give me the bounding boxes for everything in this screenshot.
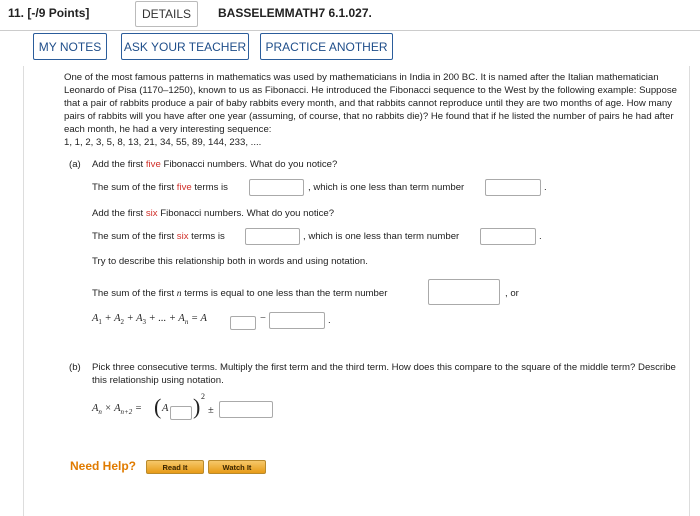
product-formula: $A_n \times A_{n+2}$ =: [92, 403, 142, 417]
left-paren: (: [154, 394, 162, 419]
general-term-number-input[interactable]: [428, 279, 500, 305]
sum-six-statement: The sum of the first six terms is: [92, 231, 225, 242]
problem-intro-text: One of the most famous patterns in mathematics was used by mathematicians in India in 200 BC. It is named after the Italian mathematician Leonardo of Pisa (1170–1250), known to us as Fibonacci. He introduced the Fibonacci sequence to the West by the following example: Suppose that a pair of rabbits produce a pair of baby rabbits every month, and that rabbits cannot reproduce until they are two months of age. How many pairs of rabbits will you have after one year (assuming, of course, that no rabbits die)? He found that if he listed the number of pairs he had after each month, he had a very interesting sequence:: [64, 72, 677, 135]
my-notes-button[interactable]: MY NOTES: [33, 33, 107, 60]
sum-formula: $A_1 + A_2 + A_3$ + ... + $A_n = A$: [92, 313, 207, 327]
question-header: [8, 6, 89, 20]
middle-term-subscript-input[interactable]: [170, 406, 192, 420]
product-constant-input[interactable]: [219, 401, 273, 418]
part-b-label: (b): [69, 362, 81, 373]
sum-five-comparison: , which is one less than term number: [308, 182, 465, 193]
sum-five-input[interactable]: [249, 179, 304, 196]
formula-a: A: [200, 313, 207, 324]
formula-subscript-input[interactable]: [230, 316, 256, 330]
general-sum-statement: The sum of the first n terms is equal to one less than the term number: [92, 288, 388, 299]
right-paren: ): [193, 394, 201, 419]
part-a-question-six: Add the first six Fibonacci numbers. What do you notice?: [92, 208, 335, 219]
part-a-label: (a): [69, 159, 81, 170]
read-it-button[interactable]: Read It: [146, 460, 204, 474]
try-describe-text: Try to describe this relationship both in words and using notation.: [92, 256, 368, 267]
or-text: , or: [505, 288, 519, 299]
part-a-question-five: Add the first five Fibonacci numbers. What do you notice?: [92, 159, 338, 170]
term-number-five-input[interactable]: [485, 179, 541, 196]
fibonacci-sequence: 1, 1, 2, 3, 5, 8, 13, 21, 34, 55, 89, 144, 233, ....: [64, 136, 262, 148]
square-exponent: 2: [201, 392, 205, 401]
problem-code: BASSELEMMATH7 6.1.027.: [218, 6, 372, 20]
question-number: 11.: [8, 6, 25, 20]
header-divider: [0, 30, 700, 31]
term-number-six-input[interactable]: [480, 228, 536, 245]
period: .: [539, 231, 542, 242]
sum-six-input[interactable]: [245, 228, 300, 245]
need-help-label: Need Help?: [70, 459, 137, 473]
problem-intro: [64, 72, 684, 149]
part-b-question: Pick three consecutive terms. Multiply the first term and the third term. How does this compare to the square of the middle term? Describe this relationship using notation.: [92, 362, 676, 386]
question-points: [-/9 Points]: [27, 6, 90, 20]
minus-sign: −: [260, 313, 266, 324]
practice-another-button[interactable]: PRACTICE ANOTHER: [260, 33, 393, 60]
sum-six-comparison: , which is one less than term number: [303, 231, 460, 242]
period: .: [328, 315, 331, 326]
watch-it-button[interactable]: Watch It: [208, 460, 266, 474]
details-button[interactable]: DETAILS: [135, 1, 198, 27]
plus-minus-sign: ±: [208, 405, 214, 416]
product-formula-a: A: [162, 403, 169, 414]
formula-constant-input[interactable]: [269, 312, 325, 329]
period: .: [544, 182, 547, 193]
sum-five-statement: The sum of the first five terms is: [92, 182, 228, 193]
ask-teacher-button[interactable]: ASK YOUR TEACHER: [121, 33, 249, 60]
